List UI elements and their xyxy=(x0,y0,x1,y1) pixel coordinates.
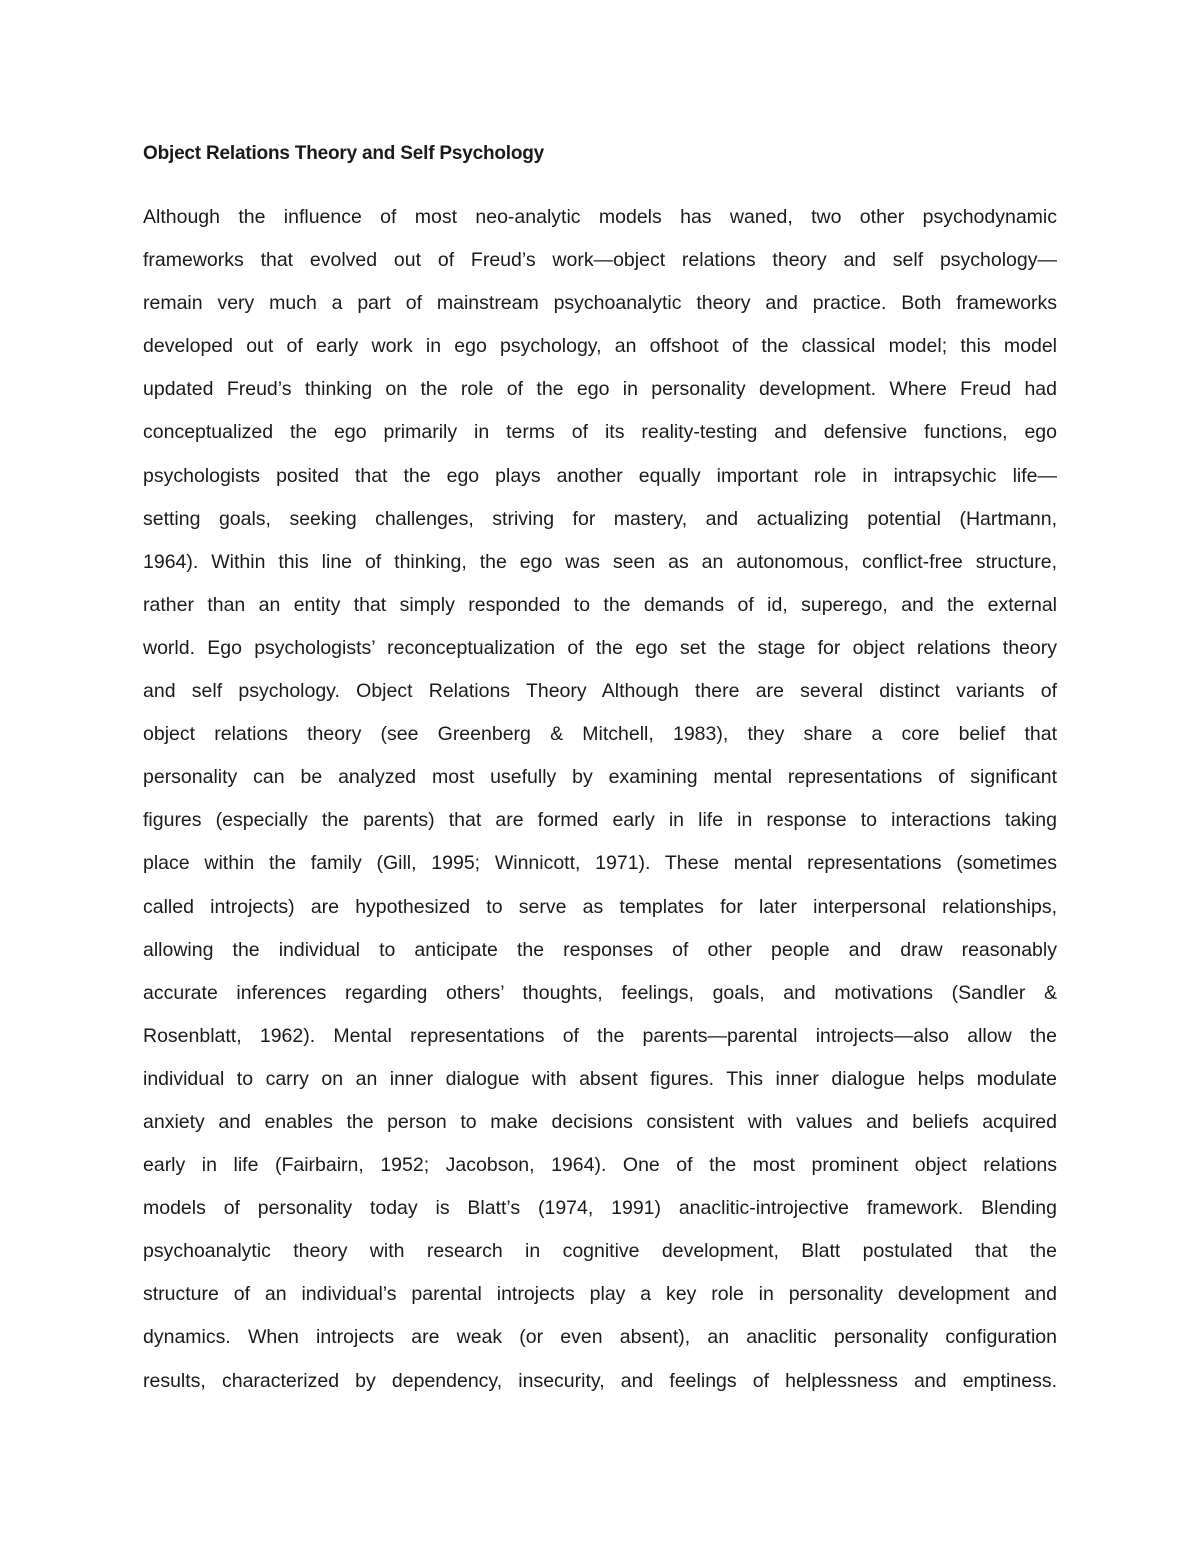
text-line: Rosenblatt, 1962). Mental representations of the parents—parental introjects—also allow the xyxy=(143,1024,1057,1047)
text-line: dynamics. When introjects are weak (or even absent), an anaclitic personality configuration xyxy=(143,1326,1057,1349)
text-line: psychologists posited that the ego plays another equally important role in intrapsychic life— xyxy=(143,464,1057,487)
text-line: results, characterized by dependency, insecurity, and feelings of helplessness and emptiness. xyxy=(143,1369,1057,1392)
text-line: 1964). Within this line of thinking, the ego was seen as an autonomous, conflict-free structure, xyxy=(143,550,1057,573)
text-line: psychoanalytic theory with research in cognitive development, Blatt postulated that the xyxy=(143,1240,1057,1263)
text-line: setting goals, seeking challenges, striving for mastery, and actualizing potential (Hartmann, xyxy=(143,507,1057,530)
body-paragraph xyxy=(143,201,1057,1408)
text-line: individual to carry on an inner dialogue with absent figures. This inner dialogue helps modulate xyxy=(143,1067,1057,1090)
text-line: conceptualized the ego primarily in terms of its reality-testing and defensive functions, ego xyxy=(143,421,1057,444)
text-line: allowing the individual to anticipate the responses of other people and draw reasonably xyxy=(143,938,1057,961)
text-line: personality can be analyzed most usefully by examining mental representations of significant xyxy=(143,766,1057,789)
text-line: developed out of early work in ego psychology, an offshoot of the classical model; this model xyxy=(143,335,1057,358)
text-line: frameworks that evolved out of Freud’s work—object relations theory and self psychology— xyxy=(143,249,1057,272)
text-line: updated Freud’s thinking on the role of the ego in personality development. Where Freud had xyxy=(143,378,1057,401)
text-line: Although the influence of most neo-analytic models has waned, two other psychodynamic xyxy=(143,206,1057,228)
text-line: and self psychology. Object Relations Theory Although there are several distinct variants of xyxy=(143,680,1057,703)
text-line: called introjects) are hypothesized to serve as templates for later interpersonal relationships, xyxy=(143,895,1057,918)
text-line: figures (especially the parents) that are formed early in life in response to interactions taking xyxy=(143,809,1057,832)
text-line: world. Ego psychologists’ reconceptualization of the ego set the stage for object relations theory xyxy=(143,636,1057,659)
text-line: models of personality today is Blatt’s (1974, 1991) anaclitic-introjective framework. Blending xyxy=(143,1197,1057,1220)
text-line: remain very much a part of mainstream psychoanalytic theory and practice. Both frameworks xyxy=(143,292,1057,315)
text-line: structure of an individual’s parental introjects play a key role in personality development and xyxy=(143,1283,1057,1306)
document-title: Object Relations Theory and Self Psychology xyxy=(143,143,545,164)
text-line: early in life (Fairbairn, 1952; Jacobson, 1964). One of the most prominent object relations xyxy=(143,1154,1057,1177)
text-line: rather than an entity that simply responded to the demands of id, superego, and the external xyxy=(143,593,1057,616)
text-line: anxiety and enables the person to make decisions consistent with values and beliefs acquired xyxy=(143,1110,1057,1133)
text-line: object relations theory (see Greenberg & Mitchell, 1983), they share a core belief that xyxy=(143,723,1057,746)
text-line: accurate inferences regarding others’ thoughts, feelings, goals, and motivations (Sandler & xyxy=(143,981,1057,1004)
text-line: place within the family (Gill, 1995; Winnicott, 1971). These mental representations (sometimes xyxy=(143,852,1057,875)
